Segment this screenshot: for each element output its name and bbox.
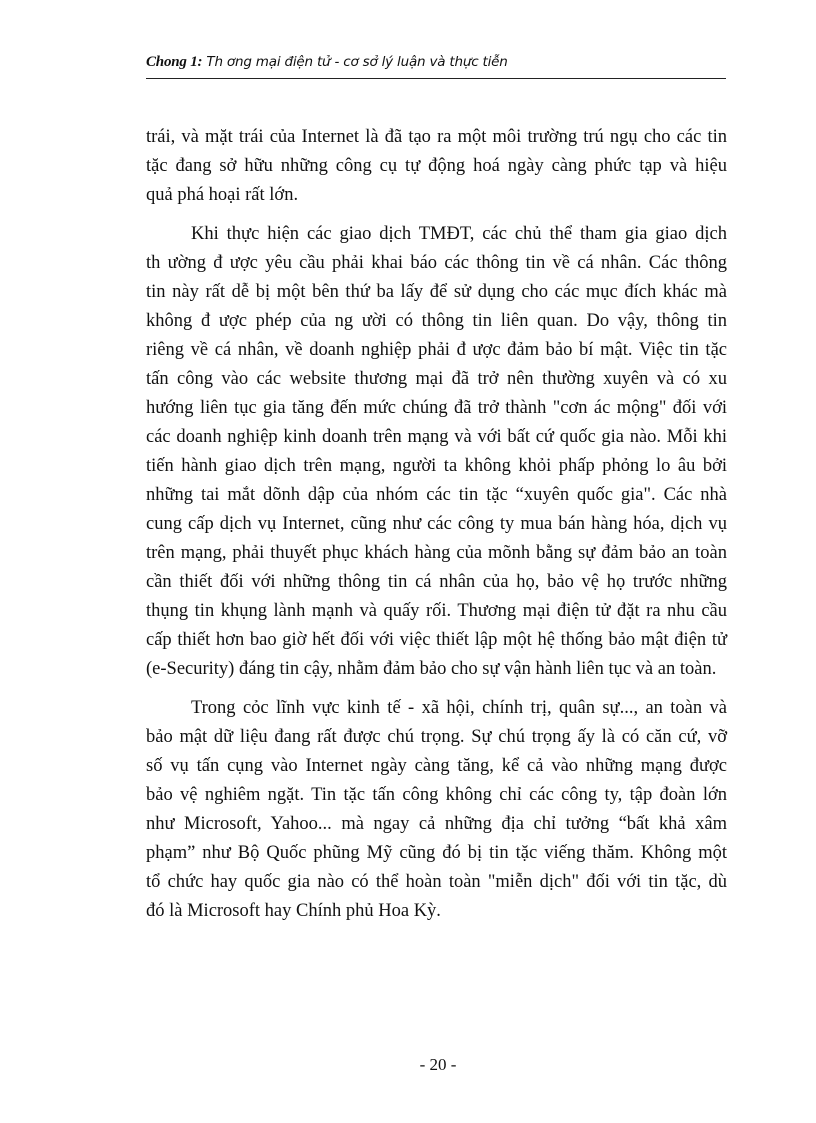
text-line: hướng liên tục gia tăng đến mức chúng đã trở thành "cơn ác mộng" đối với bbox=[146, 398, 727, 418]
running-header bbox=[146, 54, 726, 71]
text-line: riêng về cá nhân, về doanh nghiệp phải đ ược đảm bảo bí mật. Việc tin tặc bbox=[146, 340, 727, 360]
paragraph-3 bbox=[146, 694, 727, 926]
text-line: bảo vệ nghiêm ngặt. Tin tặc tấn công không chỉ các công ty, tập đoàn lớn bbox=[146, 785, 727, 805]
text-line: tiến hành giao dịch trên mạng, người ta không khỏi phấp phỏng lo âu bởi bbox=[146, 456, 727, 476]
text-line: như Microsoft, Yahoo... mà ngay cả những địa chỉ tưởng “bất khả xâm bbox=[146, 814, 727, 834]
text-line: các doanh nghiệp kinh doanh trên mạng và với bất cứ quốc gia nào. Mỗi khi bbox=[146, 427, 727, 447]
chapter-title: Th ơng mại điện tử - cơ sở lý luận và thực tiễn bbox=[202, 54, 508, 70]
text-line: cung cấp dịch vụ Internet, cũng như các công ty mua bán hàng hóa, dịch vụ bbox=[146, 514, 727, 534]
text-line: (e-Security) đáng tin cậy, nhằm đảm bảo cho sự vận hành liên tục và an toàn. bbox=[146, 659, 717, 679]
chapter-label: Chong 1: bbox=[146, 54, 203, 70]
text-line: tổ chức hay quốc gia nào có thể hoàn toàn "miễn dịch" đối với tin tặc, dù bbox=[146, 872, 727, 892]
text-line: bảo mật dữ liệu đang rất được chú trọng. Sự chú trọng ấy là có căn cứ, vỡ bbox=[146, 727, 727, 747]
text-line: phạm” như Bộ Quốc phũng Mỹ cũng đó bị tin tặc viếng thăm. Không một bbox=[146, 843, 727, 863]
page-header bbox=[146, 54, 726, 78]
text-line: Khi thực hiện các giao dịch TMĐT, các chủ thể tham gia giao dịch bbox=[191, 224, 727, 244]
page-number: - 20 - bbox=[419, 1055, 457, 1074]
text-line: trái, và mặt trái của Internet là đã tạo ra một môi trường trú ngụ cho các tin bbox=[146, 127, 727, 147]
text-line: cấp thiết hơn bao giờ hết đối với việc thiết lập một hệ thống bảo mật điện tử bbox=[146, 630, 727, 650]
text-line: Trong cỏc lĩnh vực kinh tế - xã hội, chính trị, quân sự..., an toàn và bbox=[191, 698, 727, 718]
text-line: quả phá hoại rất lớn. bbox=[146, 185, 299, 205]
text-line: trên mạng, phải thuyết phục khách hàng của mõnh bằng sự đảm bảo an toàn bbox=[146, 543, 727, 563]
text-line: thụng tin khụng lành mạnh và quấy rối. Thương mại điện tử đặt ra nhu cầu bbox=[146, 601, 727, 621]
text-line: số vụ tấn cụng vào Internet ngày càng tăng, kể cả vào những mạng được bbox=[146, 756, 727, 776]
text-line: tặc đang sở hữu những công cụ tự động hoá ngày càng phức tạp và hiệu bbox=[146, 156, 727, 176]
header-divider bbox=[146, 78, 726, 79]
text-line: tấn công vào các website thương mại đã trở nên thường xuyên và có xu bbox=[146, 369, 727, 389]
text-line: đó là Microsoft hay Chính phủ Hoa Kỳ. bbox=[146, 901, 441, 921]
body-text bbox=[146, 123, 727, 926]
text-line: cần thiết đối với những thông tin cá nhân của họ, bảo vệ họ trước những bbox=[146, 572, 727, 592]
text-line: không đ ược phép của ng ười có thông tin liên quan. Do vậy, thông tin bbox=[146, 311, 727, 331]
text-line: những tai mắt dõnh dập của nhóm các tin tặc “xuyên quốc gia". Các nhà bbox=[146, 485, 727, 505]
text-line: tin này rất dễ bị một bên thứ ba lấy để sử dụng cho các mục đích khác mà bbox=[146, 282, 727, 302]
paragraph-1 bbox=[146, 123, 727, 210]
paragraph-2 bbox=[146, 220, 727, 684]
text-line: th ường đ ược yêu cầu phải khai báo các thông tin về cá nhân. Các thông bbox=[146, 253, 727, 273]
